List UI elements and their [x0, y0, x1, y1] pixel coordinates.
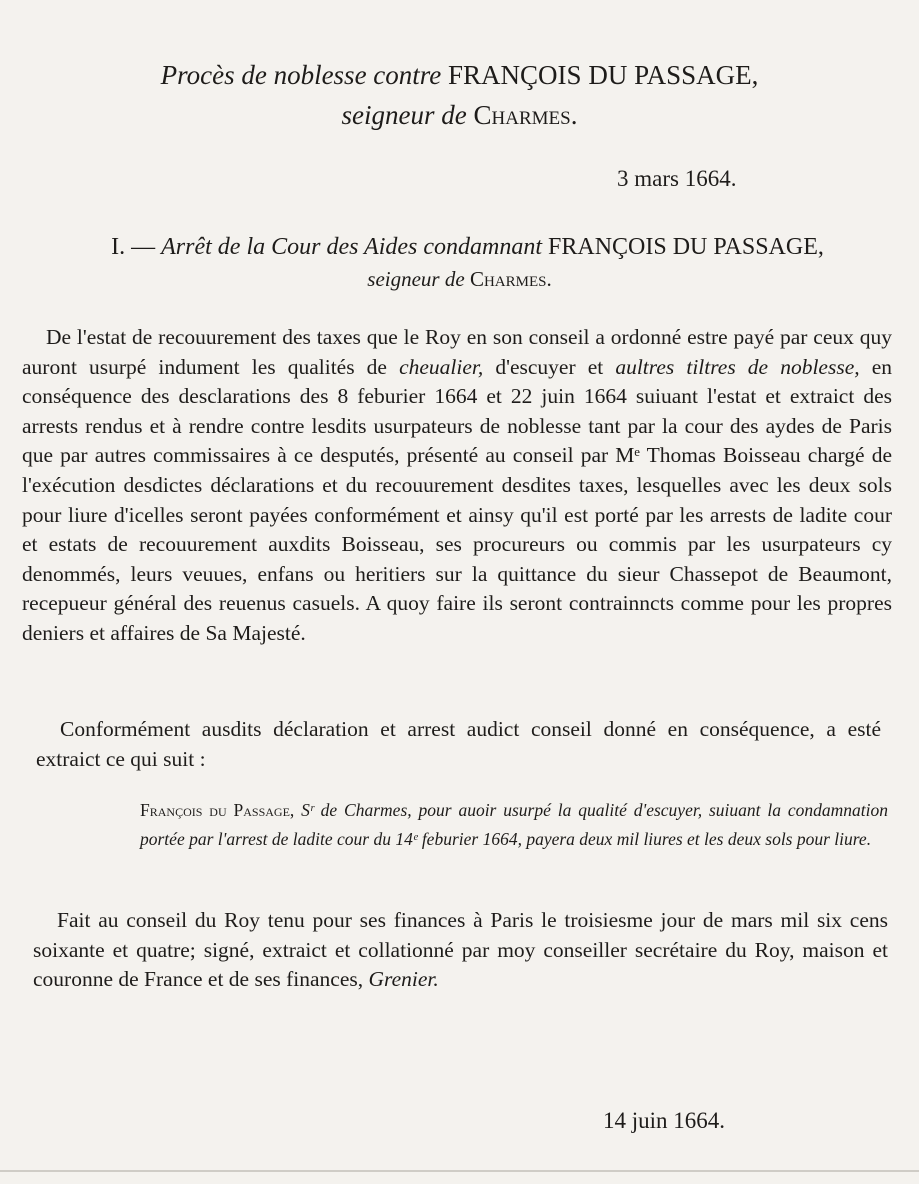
p3-signature: Grenier. — [368, 967, 439, 992]
subheading-place: Charmes. — [469, 267, 552, 291]
p1-text-e: aultres tiltres de noblesse, — [615, 354, 860, 379]
p1-text-f: en conséquence des desclarations des 8 feburier 1664 et 22 juin 1664 suiuant l'estat et extraict des arrests rendus et à rendre contre lesdits usurpateurs de noblesse tant par la cour des aydes de Paris que par autres commissaires à ce desputés, présenté au conseil par Mᵉ Thomas Boisseau chargé de l'exécution desdictes déclarations et du recouurement desdites taxes, lesquelles avec les deux sols pour liure d'icelles seront payées conformément et ainsy qu'il est porté par les arrests de ladite cour et estats de recouurement auxdits Boisseau, ses procureurs ou commis par les usurpateurs cy denommés, leurs veuues, enfans ou heritiers sur la quittance du sieur Chassepot de Beaumont, recepueur général des reuenus casuels. A quoy faire ils seront contrainncts comme pour les propres deniers et affaires de Sa Majesté. — [22, 354, 892, 645]
quote-name: François du Passage, — [140, 800, 295, 820]
subheading-italic: seigneur de — [367, 267, 465, 291]
subtitle-italic: seigneur de — [341, 100, 467, 130]
document-title — [0, 55, 919, 95]
p1-text-c: d'escuyer — [483, 354, 576, 379]
heading-italic: Arrêt de la Cour des Aides condamnant — [161, 234, 542, 260]
title-name: FRANÇOIS DU PASSAGE, — [448, 60, 759, 90]
title-italic: Procès de noblesse contre — [160, 60, 442, 90]
paragraph-2: Conformément ausdits déclaration et arrest audict conseil donné en conséquence, a esté extraict ce qui suit : — [36, 717, 881, 771]
p1-text-b: cheualier, — [399, 354, 484, 379]
paragraph-3 — [33, 906, 888, 995]
quote-text: Sʳ de Charmes, pour auoir usurpé la qualité d'escuyer, suiuant la condamnation portée par l'arrest de ladite cour du 14ᵉ feburier 1664, payera deux mil liures et les deux sols pour liure. — [140, 800, 888, 849]
document-subtitle — [0, 95, 919, 135]
heading-prefix: I. — — [111, 234, 156, 260]
p3-text-a: Fait au conseil du Roy tenu pour ses finances à Paris le troisiesme jour de mars mil six cens soixante et quatre; signé, extraict et collationné par moy conseiller secrétaire du Roy, maison et couronne de France et de ses finances, — [33, 908, 888, 992]
date-top: 3 mars 1664. — [617, 166, 737, 191]
p1-text-d: et — [575, 354, 616, 379]
section-subheading — [0, 264, 919, 294]
page-bottom-edge — [0, 1170, 919, 1172]
heading-name: FRANÇOIS DU PASSAGE, — [548, 234, 824, 260]
p1-text-a: De l'estat de recouurement des taxes que le Roy en son conseil a ordonné estre payé par ceux quy auront usurpé indument les qualités de — [22, 325, 892, 379]
subtitle-place: Charmes. — [473, 100, 578, 130]
date-bottom: 14 juin 1664. — [603, 1108, 726, 1133]
paragraph-1 — [22, 323, 892, 649]
quoted-extract — [140, 796, 888, 853]
section-heading — [0, 232, 919, 262]
